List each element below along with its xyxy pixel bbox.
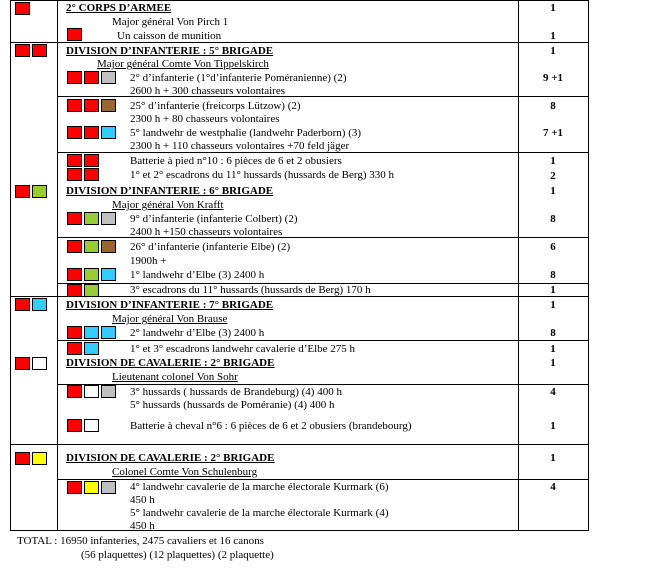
commander: Major général Von Brause <box>112 313 228 325</box>
unit-strength: 450 h <box>130 494 155 506</box>
unit-line: 5° landwehr cavalerie de la marche électorale Kurmark (4) <box>130 507 389 519</box>
count: 1 <box>550 452 556 464</box>
corps-title: 2° CORPS D’ARMEE <box>66 2 172 14</box>
commander: Colonel Comte Von Schulenburg <box>112 466 258 478</box>
division-title-text: DIVISION D’INFANTERIE : 7° BRIGADE <box>66 299 274 311</box>
unit-line: 2° landwehr d’Elbe (3) 2400 h <box>130 327 265 339</box>
count: 1 <box>550 299 556 311</box>
count: 9 +1 <box>542 72 564 84</box>
count: 1 <box>550 284 556 296</box>
commander: Major général Von Krafft <box>112 199 224 211</box>
division-title <box>66 45 273 57</box>
unit-line: 3° escadrons du 11° hussards (hussards de Berg) 170 h <box>130 284 371 296</box>
count: 1 <box>550 30 556 42</box>
count: 8 <box>550 213 556 225</box>
division-title-text: DIVISION DE CAVALERIE : 2° BRIGADE <box>66 357 275 369</box>
count: 1 <box>550 343 556 355</box>
count: 1 <box>550 357 556 369</box>
count: 1 <box>550 45 556 57</box>
unit-line: 5° landwehr de westphalie (landwehr Paderborn) (3) <box>130 127 362 139</box>
count: 2 <box>550 170 556 182</box>
division-title-text: DIVISION D’INFANTERIE : 6° BRIGADE <box>66 185 274 197</box>
unit-line: 1° et 3° escadrons landwehr cavalerie d’Elbe 275 h <box>130 343 356 355</box>
unit-line: 25° d’infanterie (freicorps Lützow) (2) <box>130 100 301 112</box>
unit-strength: 1900h + <box>130 255 167 267</box>
unit-line: 2° d’infanterie (1°d’infanterie Poméranienne) (2) <box>130 72 347 84</box>
count: 7 +1 <box>542 127 564 139</box>
unit-strength: 2300 h + 110 chasseurs volontaires +70 feld jäger <box>130 140 350 152</box>
division-title <box>66 357 274 369</box>
count: 1 <box>550 420 556 432</box>
unit-line: 5° hussards (hussards de Poméranie) (4) 400 h <box>130 399 335 411</box>
total-line: TOTAL : 16950 infanteries, 2475 cavaliers et 16 canons <box>17 535 264 547</box>
commander: Major général Comte Von Tippelskirch <box>97 58 269 70</box>
unit-strength: 2400 h +150 chasseurs volontaires <box>130 226 283 238</box>
count: 8 <box>550 269 556 281</box>
unit-line: 1° landwehr d’Elbe (3) 2400 h <box>130 269 265 281</box>
marker-red <box>15 2 30 15</box>
unit-line: 3° hussards ( hussards de Brandeburg) (4) 400 h <box>130 386 342 398</box>
unit-line: Batterie à cheval n°6 : 6 pièces de 6 et 2 obusiers (brandebourg) <box>130 420 412 432</box>
count: 1 <box>550 185 556 197</box>
commander: Major général Von Pirch 1 <box>112 16 229 28</box>
division-title-text: DIVISION D’INFANTERIE : 5° BRIGADE <box>66 45 274 57</box>
commander: Lieutenant colonel Von Sohr <box>112 371 238 383</box>
count: 1 <box>550 155 556 167</box>
division-title <box>66 299 273 311</box>
count: 6 <box>550 241 556 253</box>
unit-strength: 450 h <box>130 520 155 532</box>
total-plaquettes: (56 plaquettes) (12 plaquettes) (2 plaquette) <box>81 549 274 561</box>
unit-strength: 2600 h + 300 chasseurs volontaires <box>130 85 285 97</box>
division-title <box>66 185 273 197</box>
unit-line: 1° et 2° escadrons du 11° hussards (hussards de Berg) 330 h <box>130 169 395 181</box>
unit-strength: 2300 h + 80 chasseurs volontaires <box>130 113 280 125</box>
unit-line: 26° d’infanterie (infanterie Elbe) (2) <box>130 241 291 253</box>
unit-line: Batterie à pied n°10 : 6 pièces de 6 et 2 obusiers <box>130 155 342 167</box>
division-title <box>66 452 274 464</box>
count: 4 <box>550 386 556 398</box>
unit-line: 9° d’infanterie (infanterie Colbert) (2) <box>130 213 298 225</box>
division-title-text: DIVISION DE CAVALERIE : 2° BRIGADE <box>66 452 275 464</box>
count: 4 <box>550 481 556 493</box>
unit-line: Un caisson de munition <box>117 30 222 42</box>
count: 1 <box>550 2 556 14</box>
count: 8 <box>550 327 556 339</box>
count: 8 <box>550 100 556 112</box>
unit-line: 4° landwehr cavalerie de la marche électorale Kurmark (6) <box>130 481 389 493</box>
